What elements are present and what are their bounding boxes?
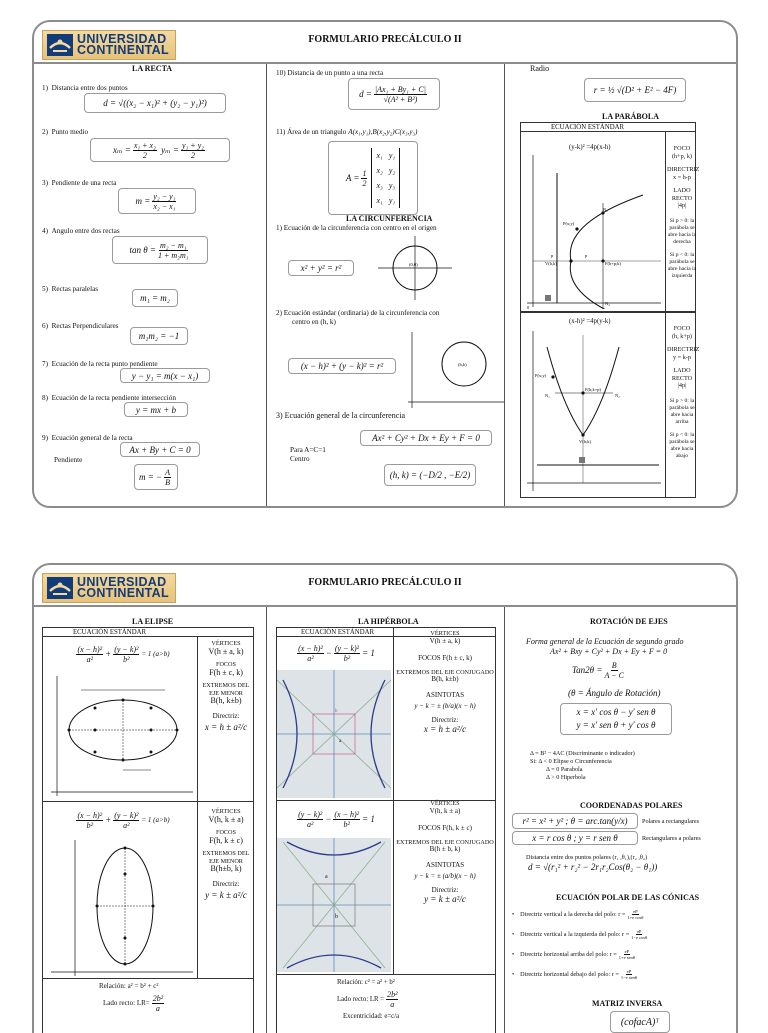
determinant: x₁ y₁ x₂ y₂ x₃ y₃ x₁ y₁ <box>371 148 400 208</box>
list-item: 2) Punto medio <box>42 128 89 136</box>
lado-recto-text: Lado recto: LR= $\frac{\text{2b²}}{a}$ <box>103 994 164 1013</box>
list-item: 2) Ecuación estándar (ordinaria) de la circunferencia con <box>276 309 440 317</box>
document-title: FORMULARIO PRECÁLCULO II <box>308 577 462 588</box>
formula-sheet-2 <box>32 563 738 1033</box>
list-item: 11) Área de un triangulo A(x₁,y₁),B(x₂,y₂)C(x₃,y₃) <box>276 128 418 136</box>
parabola-horizontal-graph <box>523 153 663 309</box>
svg-text:V(h,k): V(h,k) <box>545 261 557 266</box>
conic-item <box>512 969 639 980</box>
ellipse-h-equation: $\frac{\text{(x − h)²}}{\text{a²}}$ + $\frac{\text{(y − k)²}}{\text{b²}}$ = 1 (a>b) <box>57 640 187 668</box>
formula-sheet-1 <box>32 20 738 508</box>
frame-divider <box>521 131 695 132</box>
hyperbola-v-properties: VÉRTICES V(h, k ± a) FOCOS F(h, k ± c) EXTREMOS DEL EJE CONJUGADO B(h ± b, k) ASINTOTAS y − k = ± (a/b)(x − h) Directriz: y = k ± a²/c <box>396 800 494 904</box>
pendiente-label: Pendiente <box>54 456 83 464</box>
hiperbola-frame <box>276 627 496 1033</box>
std-label: ECUACIÓN ESTÁNDAR <box>551 124 625 131</box>
formula-box: r² = x² + y² ; θ = arc.tan(y/x) <box>512 813 638 829</box>
elipse-frame <box>42 627 254 1033</box>
column-divider <box>266 64 267 506</box>
svg-text:b: b <box>335 709 338 714</box>
formula-box: m₁m₂ = −1 <box>130 327 188 345</box>
column-divider <box>504 607 505 1033</box>
svg-text:N₂: N₂ <box>615 393 620 398</box>
conic-item <box>512 929 649 940</box>
formula-box: m = − $\frac{A}{B}$ <box>134 464 178 490</box>
hyperbola-horizontal-graph <box>277 670 391 798</box>
formula-box: r = ½ √(D² + E² − 4F) <box>584 78 686 102</box>
parabola-v-properties: FOCO (h, k+p) DIRECTRIZ y = k-p LADO RECTO |4p| Si p > 0: la parábola se abre hacia arriba Si p < 0: la parábola se abre hacia abajo <box>667 325 700 459</box>
lado-recto-text: Lado recto: LR = $\frac{\text{2b²}}{a}$ <box>337 990 398 1009</box>
origin-label: (0,0) <box>409 262 418 267</box>
svg-text:P(x;y): P(x;y) <box>563 221 575 226</box>
frame-divider <box>43 636 253 637</box>
conic-fraction: $\frac{eP}{\text{1−e senθ}}$ <box>620 969 637 980</box>
formula-box: tan θ = $\frac{\text{m₂ − m₁}}{\text{1 + m₂m₁}}$ <box>112 236 208 264</box>
elipse-column <box>34 607 266 1033</box>
section-title: COORDENADAS POLARES <box>580 801 683 810</box>
condition-text: Centro <box>290 455 310 463</box>
excentricidad-text: Excentricidad: e=c/a <box>343 1013 400 1020</box>
parabola-vertical-frame <box>520 312 700 498</box>
ellipse-h-properties: VÉRTICES V(h ± a, k) FOCOS F(h ± c, k) EXTREMOS DEL EJE MENOR B(h, k±b) Directriz: x = h ± a²/c <box>202 640 250 732</box>
document-title: FORMULARIO PRECÁLCULO II <box>308 34 462 45</box>
radio-label: Radio <box>530 64 550 73</box>
equation: d = √(r₁² + r₂² − 2r₁r₂Cos(θ₂ − θ₁)) <box>528 862 658 872</box>
angle-note: (θ = Ángulo de Rotación) <box>568 688 661 698</box>
frame-divider <box>665 131 666 311</box>
svg-text:p: p <box>551 253 554 258</box>
list-item: centro en (h, k) <box>292 318 336 326</box>
middle-column <box>268 64 504 506</box>
formula-box: Ax + By + C = 0 <box>120 442 200 457</box>
text-line: Forma general de la Ecuación de segundo grado <box>526 637 684 646</box>
conic-fraction: $\frac{eP}{\text{1−e cosθ}}$ <box>631 929 648 940</box>
formula-box: Ax² + Cy² + Dx + Ey + F = 0 <box>360 430 492 446</box>
ellipse-vertical-graph <box>47 838 195 976</box>
conic-fraction: $\frac{eP}{\text{1+e cosθ}}$ <box>627 909 644 920</box>
text-line: Distancia entre dos puntos polares (r₁ ,θ₁),(r₂ ,θ₂) <box>526 854 648 861</box>
svg-text:N₁: N₁ <box>603 207 608 212</box>
frame-divider <box>393 628 394 974</box>
brand-line-1: UNIVERSIDAD <box>77 575 167 589</box>
formula-tag: Rectangulares a polares <box>642 835 701 842</box>
formula-box: m₁ = m₂ <box>132 289 178 307</box>
bullet-icon: • <box>512 971 515 978</box>
bullet-icon: • <box>512 911 515 918</box>
frame-divider <box>43 801 253 802</box>
svg-text:N₁: N₁ <box>545 393 550 398</box>
svg-text:V(h;k): V(h;k) <box>579 439 591 444</box>
parabola-horizontal-frame <box>520 122 700 312</box>
equation: Ax² + Bxy + Cy² + Dx + Ey + F = 0 <box>550 647 668 656</box>
section-title: LA HIPÉRBOLA <box>358 617 419 626</box>
section-title: LA CIRCUNFERENCIA <box>346 214 433 223</box>
section-title: LA ELIPSE <box>132 617 174 626</box>
circle-origin-diagram <box>378 236 452 300</box>
brand-line-1: UNIVERSIDAD <box>77 32 167 46</box>
list-item: 1) Ecuación de la circunferencia con centro en el origen <box>276 224 437 232</box>
section-title: LA PARÁBOLA <box>602 112 659 121</box>
equation: (x-h)² =4p(y-k) <box>569 318 611 325</box>
section-title: LA RECTA <box>132 64 173 73</box>
parabola-vertical-graph <box>523 327 663 495</box>
svg-text:a: a <box>325 874 328 880</box>
conic-text: Directriz vertical a la derecha del polo: r = <box>520 911 626 918</box>
sheet-header <box>34 22 736 62</box>
formula-box: xₘ = $\frac{\text{x₁ + x₂}}{2}$ yₘ = $\frac{\text{y₁ + y₂}}{2}$ <box>90 138 230 162</box>
hyperbola-vertical-graph <box>277 838 391 972</box>
svg-text:N₂: N₂ <box>605 301 610 306</box>
list-item: 10) Distancia de un punto a una recta <box>276 69 384 77</box>
parabola-h-properties: FOCO (h+p, k) DIRECTRIZ x = h-p LADO RECTO |4p| Si p > 0: la parábola se abre hacia la derecha Si p < 0: la parábola se abre hacia la izquierda <box>667 145 700 279</box>
frame-divider <box>197 636 198 978</box>
formula-box: m = $\frac{\text{y₂ − y₁}}{\text{x₂ − x₁}}$ <box>118 188 196 214</box>
list-item: 1) Distancia entre dos puntos <box>42 84 128 92</box>
svg-text:F(h+p;k): F(h+p;k) <box>605 261 622 266</box>
frame-divider <box>277 974 495 975</box>
ellipse-v-equation: $\frac{\text{(x − h)²}}{\text{b²}}$ + $\frac{\text{(y − k)²}}{\text{a²}}$ = 1 (a>b) <box>57 806 187 834</box>
conic-text: Directriz vertical a la izquierda del polo: r = <box>520 931 630 938</box>
relation-text: Relación: a² = b² + c² <box>99 982 159 990</box>
svg-text:F(h;k+p): F(h;k+p) <box>585 387 602 392</box>
determinant-box: A = $\frac{1}{2}$ x₁ y₁ x₂ y₂ x₃ y₃ x₁ y₁ <box>328 141 418 215</box>
tan-formula: Tan2θ = $\frac{B}{A - C}$ <box>572 661 624 680</box>
rotation-column <box>506 607 738 1033</box>
discriminant: Δ = B² − 4AC (Discriminante o indicador) <box>530 750 635 757</box>
hyperbola-v-equation: $\frac{\text{(y − k)²}}{\text{a²}}$ − $\frac{\text{(x − h)²}}{\text{b²}}$ = 1 <box>279 804 391 834</box>
bullet-icon: • <box>512 951 515 958</box>
parabola-column <box>506 64 738 506</box>
column-divider <box>266 607 267 1033</box>
std-label: ECUACIÓN ESTÁNDAR <box>301 629 375 636</box>
formula-box: (cofacA)ᵀ <box>610 1011 670 1033</box>
relation-text: Relación: c² = a² + b² <box>337 979 395 986</box>
bullet-icon: • <box>512 931 515 938</box>
brand-line-2: CONTINENTAL <box>77 43 169 57</box>
formula-box: y = mx + b <box>124 402 188 417</box>
discriminant-case: Si: Δ < 0 Elipse o Circunferencia <box>530 758 612 765</box>
rotation-formulas: x = x′ cos θ − y′ sen θ y = x′ sen θ + y′ cos θ <box>560 703 672 735</box>
center-label: (h,k) <box>458 362 467 367</box>
conic-text: Directriz horizontal debajo del polo: r = <box>520 971 619 978</box>
conic-text: Directriz horizontal arriba del polo: r = <box>520 951 617 958</box>
formula-box: d = √((x₂ − x₁)² + (y₂ − y₁)²) <box>84 93 226 113</box>
formula-tag: Polares a rectangulares <box>642 818 700 825</box>
formula-box: y − y₁ = m(x − x₁) <box>120 368 210 383</box>
ellipse-horizontal-graph <box>47 674 195 798</box>
list-item: 9) Ecuación general de la recta <box>42 434 133 442</box>
list-item: 3) Pendiente de una recta <box>42 179 117 187</box>
hyperbola-h-properties: VÉRTICES V(h ± a, k) FOCOS F(h ± c, k) EXTREMOS DEL EJE CONJUGADO B(h, k±b) ASINTOTAS y − k = ± (b/a)(x − h) Directriz: x = h ± a²/c <box>396 630 494 734</box>
condition-text: Para A=C=1 <box>290 446 326 454</box>
list-item: 7) Ecuación de la recta punto pendiente <box>42 360 158 368</box>
list-item: 6) Rectas Perpendiculares <box>42 322 119 330</box>
formula-box: x² + y² = r² <box>288 260 354 276</box>
section-title: MATRIZ INVERSA <box>592 999 663 1008</box>
frame-divider <box>665 313 666 497</box>
frame-divider <box>43 978 253 979</box>
conic-fraction: $\frac{eP}{\text{1+e senθ}}$ <box>618 949 635 960</box>
conic-item <box>512 949 637 960</box>
section-title: ROTACIÓN DE EJES <box>590 617 668 626</box>
svg-text:P(x;y): P(x;y) <box>535 373 547 378</box>
discriminant-case: Δ > 0 Hiperbola <box>546 774 586 781</box>
list-item: 4) Angulo entre dos rectas <box>42 227 120 235</box>
recta-column <box>34 64 266 506</box>
brand-line-2: CONTINENTAL <box>77 586 169 600</box>
formula-box: (x − h)² + (y − k)² = r² <box>288 358 396 374</box>
hiperbola-column <box>268 607 504 1033</box>
formula-box: x = r cos θ ; y = r sen θ <box>512 831 638 845</box>
list-item: 3) Ecuación general de la circunferencia <box>276 411 406 420</box>
conic-item <box>512 909 645 920</box>
std-label: ECUACIÓN ESTÁNDAR <box>73 629 147 636</box>
formula-box: d = $\frac{\text{|Ax₁ + By₁ + C|}}{\text{√(A² + B²)}}$ <box>348 78 440 110</box>
discriminant-case: Δ = 0 Parabola <box>546 766 583 773</box>
svg-text:a: a <box>339 739 342 744</box>
hyperbola-h-equation: $\frac{\text{(x − h)²}}{\text{a²}}$ − $\frac{\text{(y − k)²}}{\text{b²}}$ = 1 <box>279 638 391 668</box>
ellipse-v-properties: VÉRTICES V(h, k ± a) FOCOS F(h, k ± c) EXTREMOS DEL EJE MENOR B(h±b, k) Directriz: y = k ± a²/c <box>202 808 250 900</box>
sheet-header <box>34 565 736 605</box>
list-item: 8) Ecuación de la recta pendiente intersección <box>42 394 176 402</box>
column-divider <box>504 64 505 506</box>
section-title: ECUACIÓN POLAR DE LAS CÓNICAS <box>556 893 700 902</box>
circle-center-diagram <box>408 332 504 408</box>
svg-text:p: p <box>585 253 588 258</box>
svg-text:0: 0 <box>527 305 530 309</box>
svg-text:b: b <box>335 914 338 920</box>
formula-box: (h, k) = (−D/2 , −E/2) <box>384 464 476 486</box>
equation: (y-k)² =4p(x-h) <box>569 144 611 151</box>
list-item: 5) Rectas paralelas <box>42 285 99 293</box>
